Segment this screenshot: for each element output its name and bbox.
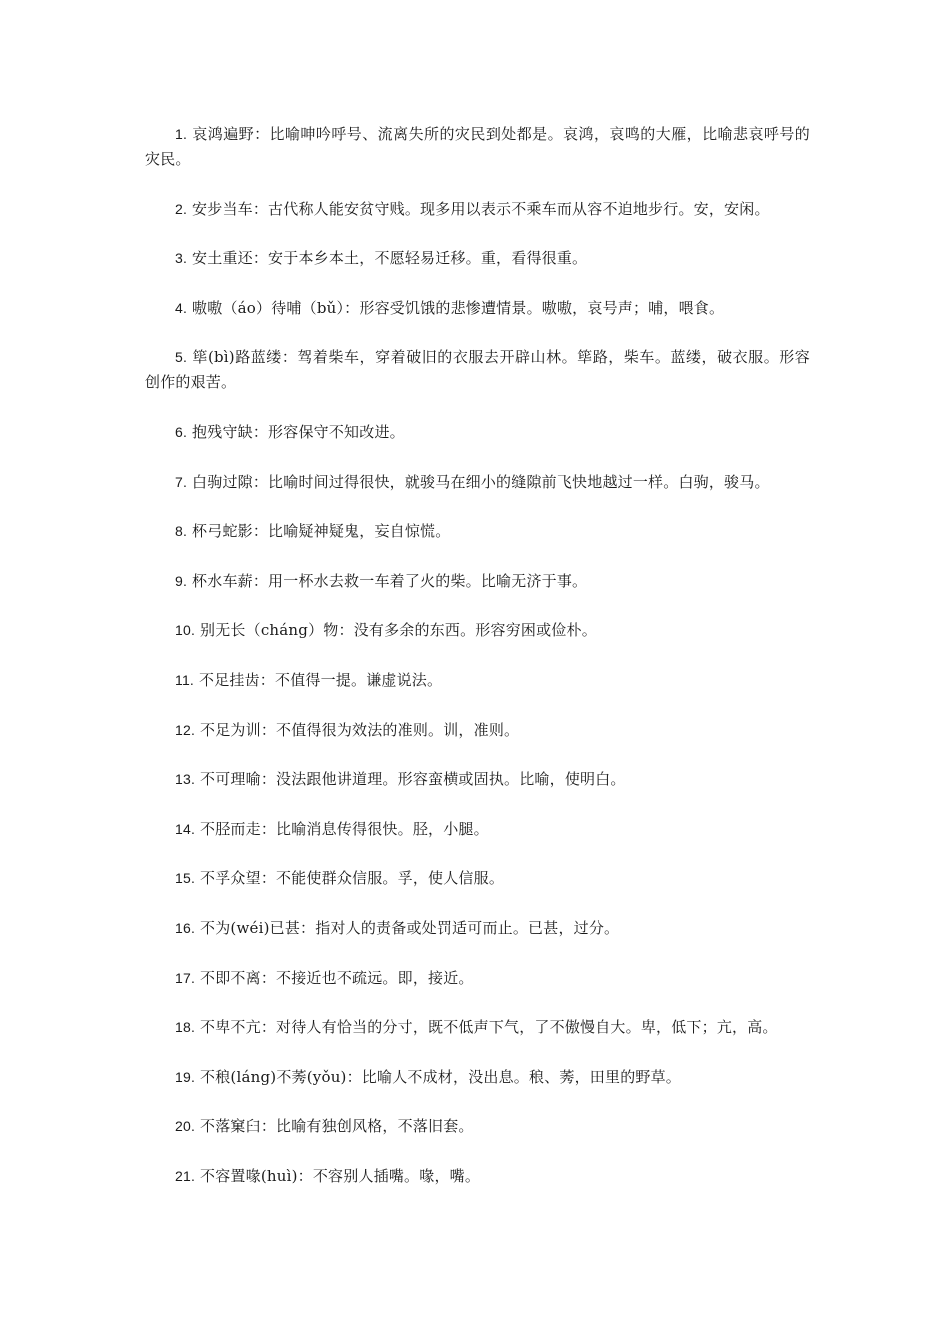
idiom-list: [145, 122, 810, 1213]
entry-number: 15.: [175, 870, 196, 887]
entry-number: 19.: [175, 1068, 196, 1085]
entry-number: 18.: [175, 1019, 196, 1036]
list-item: [145, 296, 810, 321]
entry-text: 不卑不亢：对待人有恰当的分寸，既不低声下气，了不傲慢自大。卑，低下；亢，高。: [200, 1018, 778, 1037]
list-item: [145, 345, 810, 395]
list-item: [145, 470, 810, 495]
entry-text: 不为(wéi)已甚：指对人的责备或处罚适可而止。已甚，过分。: [200, 918, 620, 937]
list-item: [145, 668, 810, 693]
entry-text: 不足挂齿：不值得一提。谦虚说法。: [199, 670, 443, 689]
entry-text: 杯弓蛇影：比喻疑神疑鬼，妄自惊慌。: [192, 522, 451, 541]
list-item: [145, 246, 810, 271]
entry-text: 不可理喻：没法跟他讲道理。形容蛮横或固执。比喻，使明白。: [200, 770, 626, 789]
list-item: [145, 197, 810, 222]
list-item: [145, 1164, 810, 1189]
entry-text: 别无长（cháng）物：没有多余的东西。形容穷困或俭朴。: [200, 621, 597, 640]
entry-text: 抱残守缺：形容保守不知改进。: [192, 422, 405, 441]
list-item: [145, 618, 810, 643]
entry-number: 5.: [175, 349, 188, 366]
entry-number: 13.: [175, 771, 196, 788]
entry-number: 10.: [175, 622, 196, 639]
list-item: [145, 866, 810, 891]
entry-text: 安步当车：古代称人能安贫守贱。现多用以表示不乘车而从容不迫地步行。安，安闲。: [192, 199, 770, 218]
entry-text: 不稂(láng)不莠(yǒu)：比喻人不成材，没出息。稂、莠，田里的野草。: [200, 1067, 682, 1086]
entry-text: 嗷嗷（áo）待哺（bǔ）：形容受饥饿的悲惨遭情景。嗷嗷，哀号声；哺，喂食。: [192, 298, 725, 317]
entry-number: 8.: [175, 523, 188, 540]
list-item: [145, 122, 810, 172]
list-item: [145, 519, 810, 544]
list-item: [145, 916, 810, 941]
entry-text: 不即不离：不接近也不疏远。即，接近。: [200, 968, 474, 987]
list-item: [145, 420, 810, 445]
entry-number: 2.: [175, 200, 188, 217]
entry-text: 不容置喙(huì)：不容别人插嘴。喙，嘴。: [200, 1166, 481, 1185]
entry-text: 筚(bì)路蓝缕：驾着柴车，穿着破旧的衣服去开辟山林。筚路，柴车。蓝缕，破衣服。形容创作的艰苦。: [145, 348, 811, 392]
entry-number: 1.: [175, 126, 188, 142]
entry-number: 9.: [175, 572, 188, 589]
list-item: [145, 767, 810, 792]
list-item: [145, 1114, 810, 1139]
entry-number: 3.: [175, 250, 188, 267]
entry-text: 杯水车薪：用一杯水去救一车着了火的柴。比喻无济于事。: [192, 571, 588, 590]
entry-number: 17.: [175, 969, 196, 986]
entry-text: 不孚众望：不能使群众信服。孚，使人信服。: [200, 869, 505, 888]
entry-number: 11.: [175, 671, 195, 688]
entry-number: 20.: [175, 1118, 196, 1135]
list-item: [145, 966, 810, 991]
entry-text: 不胫而走：比喻消息传得很快。胫，小腿。: [200, 819, 489, 838]
entry-text: 安土重还：安于本乡本土，不愿轻易迁移。重，看得很重。: [192, 249, 588, 268]
entry-number: 6.: [175, 423, 188, 440]
list-item: [145, 569, 810, 594]
entry-number: 21.: [175, 1167, 196, 1184]
list-item: [145, 1015, 810, 1040]
entry-number: 16.: [175, 919, 196, 936]
entry-number: 12.: [175, 721, 196, 738]
list-item: [145, 718, 810, 743]
entry-number: 14.: [175, 820, 196, 837]
list-item: [145, 1065, 810, 1090]
entry-text: 不落窠臼：比喻有独创风格，不落旧套。: [200, 1117, 474, 1136]
entry-number: 7.: [175, 473, 188, 490]
list-item: [145, 817, 810, 842]
entry-text: 不足为训：不值得很为效法的准则。训，准则。: [200, 720, 520, 739]
entry-text: 白驹过隙：比喻时间过得很快，就骏马在细小的缝隙前飞快地越过一样。白驹，骏马。: [192, 472, 770, 491]
entry-text: 哀鸿遍野：比喻呻吟呼号、流离失所的灾民到处都是。哀鸿，哀鸣的大雁，比喻悲哀呼号的灾民。: [145, 125, 810, 168]
entry-number: 4.: [175, 299, 188, 316]
